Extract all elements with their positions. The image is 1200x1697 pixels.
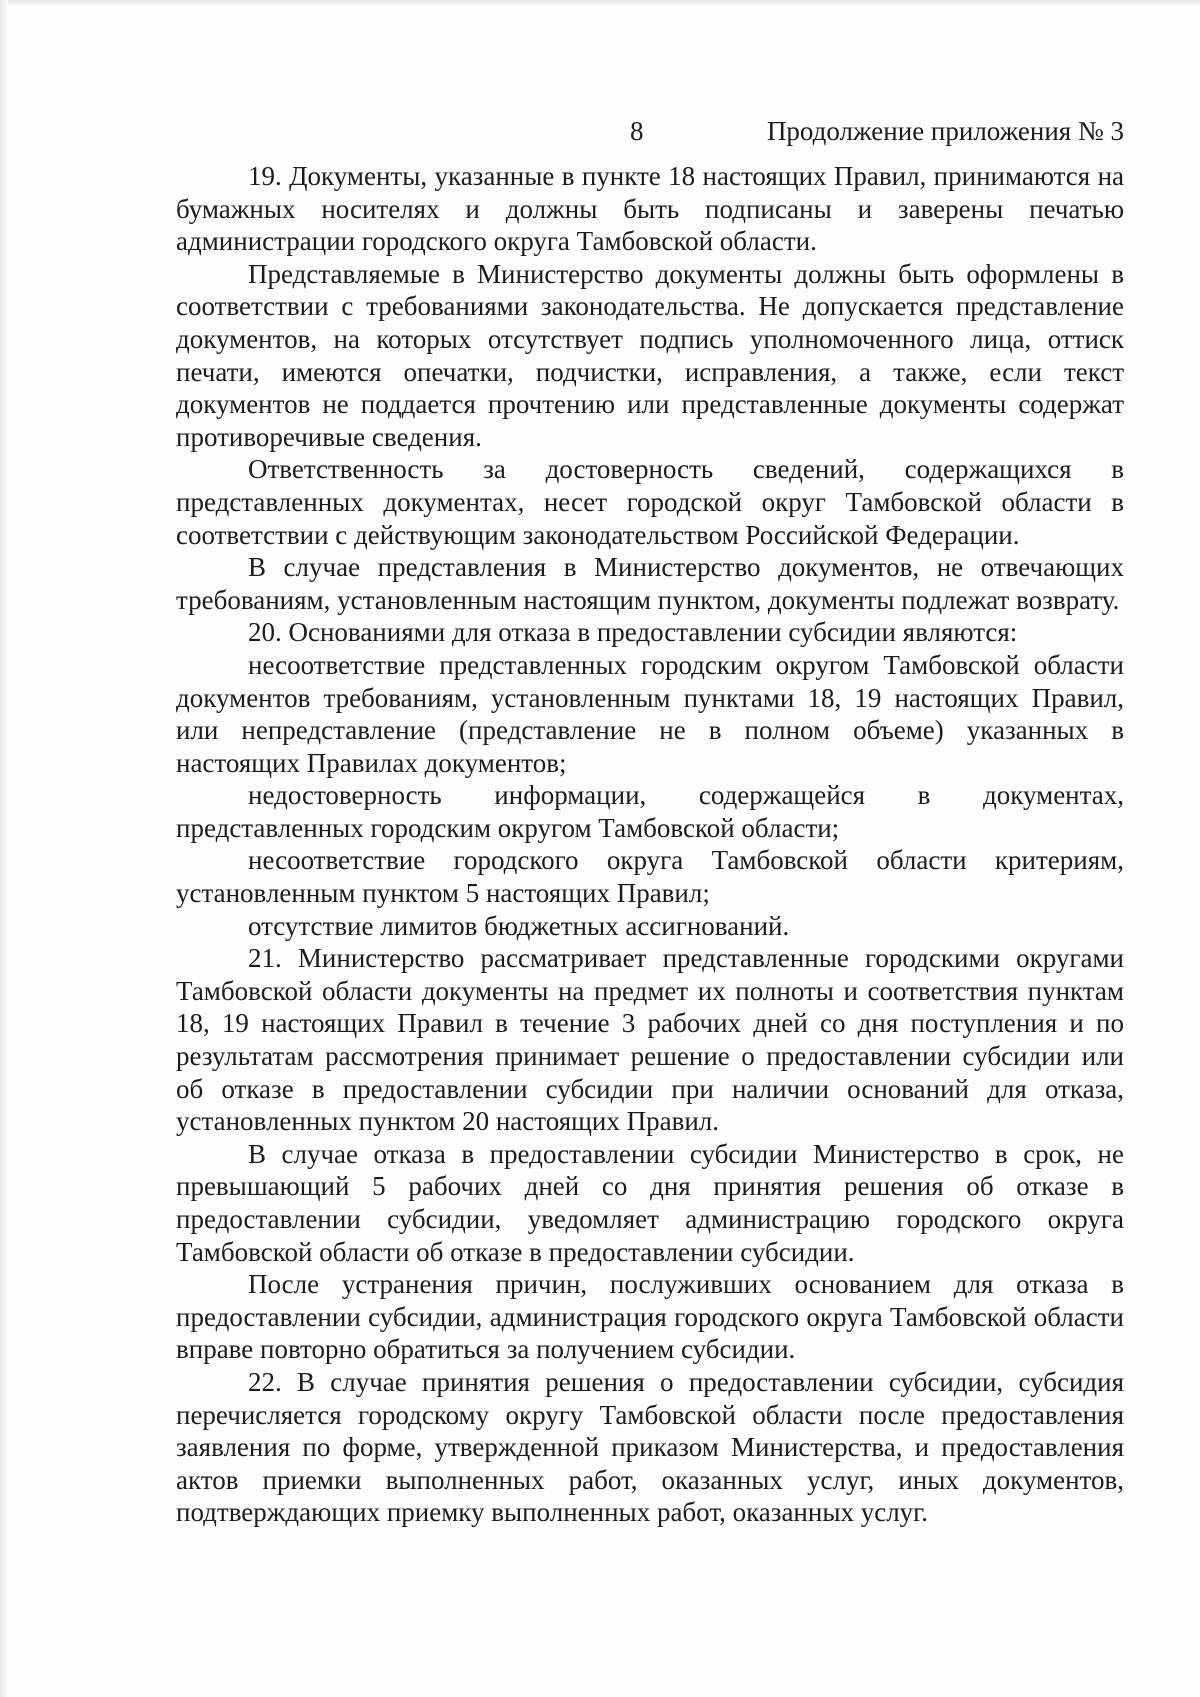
paragraph-refusal-notice: В случае отказа в предоставлении субсидии Министерство в срок, не превышающий 5 рабочих дней со дня принятия решения об отказе в предоставлении субсидии, уведомляет администрацию городского округа Тамбовской области об отказе в предоставлении субсидии. (176, 1138, 1124, 1267)
refusal-ground-criteria: несоответствие городского округа Тамбовской области критериям, установленным пунктом 5 настоящих Правил; (176, 845, 1124, 909)
paragraph-reapply: После устранения причин, послуживших основанием для отказа в предоставлении субсидии, администрация городского округа Тамбовской области вправе повторно обратиться за получением субсидии. (176, 1269, 1124, 1365)
scan-top-edge (0, 0, 1200, 6)
refusal-ground-mismatch: несоответствие представленных городским округом Тамбовской области документов требованиям, установленным пунктами 18, 19 настоящих Правил, или непредставление (представление не в полном объеме) указанных в настоящих Правилах документов; (176, 649, 1124, 778)
page-number: 8 (630, 116, 644, 146)
paragraph-19: 19. Документы, указанные в пункте 18 настоящих Правил, принимаются на бумажных носителях и должны быть подписаны и заверены печатью администрации городского округа Тамбовской области. (176, 161, 1124, 257)
appendix-continuation-label: Продолжение приложения № 3 (766, 116, 1124, 146)
paragraph-21: 21. Министерство рассматривает представленные городскими округами Тамбовской области документы на предмет их полноты и соответствия пунктам 18, 19 настоящих Правил в течение 3 рабочих дней со дня поступления и по результатам рассмотрения принимает решение о предоставлении субсидии или об отказе в предоставлении субсидии при наличии оснований для отказа, установленных пунктом 20 настоящих Правил. (176, 943, 1124, 1137)
paragraph-return-documents: В случае представления в Министерство документов, не отвечающих требованиям, установленным настоящим пунктом, документы подлежат возврату. (176, 552, 1124, 615)
paragraph-22: 22. В случае принятия решения о предоставлении субсидии, субсидия перечисляется городскому округу Тамбовской области после предоставления заявления по форме, утвержденной приказом Министерства, и предоставления актов приемки выполненных работ, оказанных услуг, иных документов, подтверждающих приемку выполненных работ, оказанных услуг. (176, 1366, 1124, 1528)
refusal-ground-inaccuracy: недостоверность информации, содержащейся в документах, представленных городским округом Тамбовской области; (176, 780, 1124, 843)
document-body (176, 160, 1124, 1529)
scan-left-edge (0, 0, 8, 1697)
paragraph-documents-format: Представляемые в Министерство документы должны быть оформлены в соответствии с требованиями законодательства. Не допускается представление документов, на которых отсутствует подпись уполномоченного лица, оттиск печати, имеются опечатки, подчистки, исправления, а также, если текст документов не поддается прочтению или представленные документы содержат противоречивые сведения. (176, 258, 1124, 452)
paragraph-20: 20. Основаниями для отказа в предоставлении субсидии являются: (248, 617, 1018, 648)
paragraph-responsibility: Ответственность за достоверность сведений, содержащихся в представленных документах, несет городской округ Тамбовской области в соответствии с действующим законодательством Российской Федерации. (176, 454, 1124, 550)
refusal-ground-limits: отсутствие лимитов бюджетных ассигнований. (248, 910, 790, 941)
